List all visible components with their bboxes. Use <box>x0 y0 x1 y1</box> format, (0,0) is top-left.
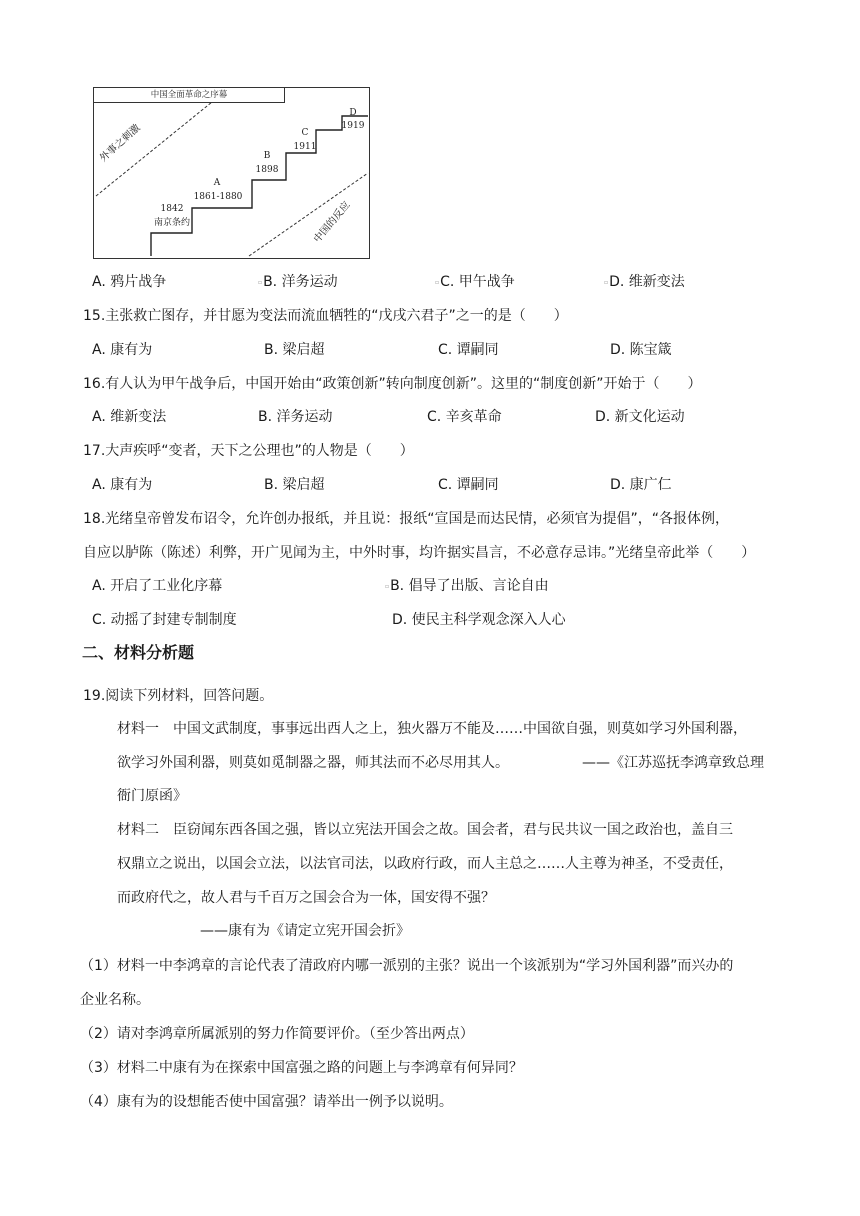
q15-option-d[interactable]: D. 陈宝箴 <box>610 342 672 358</box>
subquestion-3: （3）材料二中康有为在探索中国富强之路的问题上与李鸿章有何异同？ <box>80 1060 523 1076</box>
history-staircase-figure <box>93 87 370 259</box>
option-marker-icon: ▫ <box>435 278 440 286</box>
q14-option-c-label: C. 甲午战争 <box>440 274 515 290</box>
q14-option-d-label: D. 维新变法 <box>609 274 685 290</box>
inner-label: 中国的反应 <box>312 199 353 246</box>
step-year-1842: 1842 <box>160 204 184 214</box>
q16-stem: 16.有人认为甲午战争后，中国开始由“政策创新”转向制度创新”。这里的“制度创新”开始于（ ） <box>83 376 702 392</box>
figure-title: 中国全面革命之序幕 <box>94 88 285 103</box>
subquestion-1: （1）材料一中李鸿章的言论代表了清政府内哪一派别的主张？说出一个该派别为“学习外国利器”而兴办的 <box>80 958 734 974</box>
q15-option-a[interactable]: A. 康有为 <box>92 342 153 358</box>
q18-stem-line2: 自应以胪陈（陈述）利弊，开广见闻为主，中外时事，均许据实昌言，不必意存忌讳。”光绪皇帝此举（ ） <box>83 545 756 561</box>
subquestion-1-cont: 企业名称。 <box>80 992 150 1008</box>
q16-option-d[interactable]: D. 新文化运动 <box>595 409 685 425</box>
q15-option-c[interactable]: C. 谭嗣同 <box>438 342 499 358</box>
subquestion-2: （2）请对李鸿章所属派别的努力作简要评价。（至少答出两点） <box>80 1026 474 1042</box>
option-marker-icon: ▫ <box>385 582 390 590</box>
material-1-line1: 材料一 中国文武制度，事事远出西人之上，独火器万不能及……中国欲自强，则莫如学习外国利器， <box>117 721 747 737</box>
outer-label: 外事之刺激 <box>98 122 143 165</box>
step-note-1842: 南京条约 <box>153 218 190 228</box>
q17-stem: 17.大声疾呼“变者，天下之公理也”的人物是（ ） <box>83 443 414 459</box>
q15-stem: 15.主张救亡图存，并甘愿为变法而流血牺牲的“戊戌六君子”之一的是（ ） <box>83 308 568 324</box>
q14-option-a[interactable]: A. 鸦片战争 <box>92 274 167 290</box>
q14-option-b-label: B. 洋务运动 <box>263 274 338 290</box>
material-1-source-end: 衙门原函》 <box>117 788 187 804</box>
step-letter-a: A <box>213 178 221 188</box>
q14-option-b[interactable] <box>258 271 338 291</box>
q16-option-a[interactable]: A. 维新变法 <box>92 409 167 425</box>
subquestion-4: （4）康有为的设想能否使中国富强？请举出一例予以说明。 <box>80 1094 453 1110</box>
material-2-line3: 而政府代之，故人君与千百万之国会合为一体，国安得不强？ <box>117 890 495 906</box>
q14-option-c[interactable] <box>435 271 515 291</box>
material-2-line2: 权鼎立之说出，以国会立法，以法官司法，以政府行政，而人主总之……人主尊为神圣，不受责任， <box>117 856 733 872</box>
material-2-line1: 材料二 臣窃闻东西各国之强，皆以立宪法开国会之故。国会者，君与民共议一国之政治也，盖自三 <box>117 822 733 838</box>
option-marker-icon: ▫ <box>258 278 263 286</box>
q18-option-b-label: B. 倡导了出版、言论自由 <box>390 578 549 594</box>
q17-option-a[interactable]: A. 康有为 <box>92 477 153 493</box>
q17-option-d[interactable]: D. 康广仁 <box>610 477 672 493</box>
q18-option-a[interactable]: A. 开启了工业化序幕 <box>92 578 223 594</box>
q16-option-c[interactable]: C. 辛亥革命 <box>427 409 502 425</box>
step-year-d: 1919 <box>341 121 365 131</box>
q16-option-b[interactable]: B. 洋务运动 <box>258 409 333 425</box>
q15-option-b[interactable]: B. 梁启超 <box>264 342 325 358</box>
option-marker-icon: ▫ <box>604 278 609 286</box>
step-year-a: 1861-1880 <box>193 192 243 202</box>
q19-intro: 19.阅读下列材料，回答问题。 <box>83 688 274 704</box>
step-letter-b: B <box>263 151 271 161</box>
step-letter-d: D <box>349 108 357 118</box>
q17-option-b[interactable]: B. 梁启超 <box>264 477 325 493</box>
section-title: 二、材料分析题 <box>82 643 195 662</box>
q18-option-d[interactable]: D. 使民主科学观念深入人心 <box>392 612 566 628</box>
step-year-c: 1911 <box>293 142 317 152</box>
material-1-source: ——《江苏巡抚李鸿章致总理 <box>582 755 764 771</box>
q14-option-d[interactable] <box>604 271 685 291</box>
q18-stem-line1: 18.光绪皇帝曾发布诏令，允许创办报纸，并且说：报纸“宣国是而达民情，必须官为提倡”，“各报体例， <box>83 511 730 527</box>
material-2-source: ——康有为《请定立宪开国会折》 <box>200 923 410 939</box>
step-letter-c: C <box>301 128 309 138</box>
material-1-line2: 欲学习外国利器，则莫如觅制器之器，师其法而不必尽用其人。 <box>117 755 509 771</box>
q18-option-c[interactable]: C. 动摇了封建专制制度 <box>92 612 237 628</box>
q17-option-c[interactable]: C. 谭嗣同 <box>438 477 499 493</box>
q18-option-b[interactable] <box>385 575 549 595</box>
step-year-b: 1898 <box>255 165 279 175</box>
